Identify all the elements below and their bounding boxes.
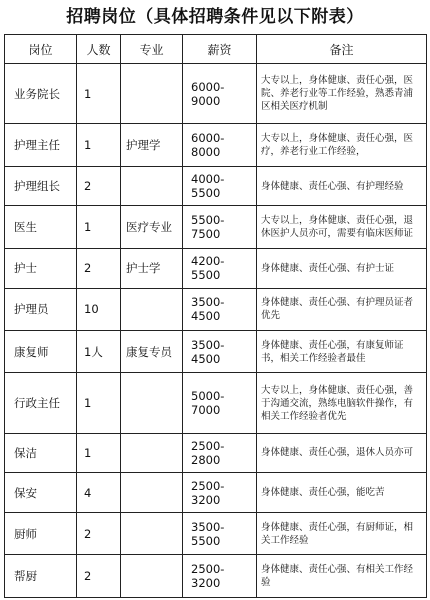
cell-count: 2 [77,555,121,598]
cell-notes: 身体健康、责任心强，有厨师证，相关工作经验 [257,513,427,555]
cell-major: 护理学 [121,124,183,166]
cell-salary: 6000-9000 [183,64,257,124]
cell-major [121,166,183,206]
cell-salary: 5000-7000 [183,373,257,433]
cell-major [121,433,183,473]
table-row [5,288,427,330]
table-row [5,373,427,433]
header-position: 岗位 [5,35,77,64]
cell-salary: 4000-5500 [183,166,257,206]
cell-position: 护理主任 [5,124,77,166]
cell-notes: 身体健康、责任心强、有相关工作经验 [257,555,427,598]
header-salary: 薪资 [183,35,257,64]
table-row [5,513,427,555]
cell-count: 1人 [77,330,121,372]
cell-notes: 大专以上，身体健康、责任心强，医院、养老行业等工作经验，熟悉青浦区相关医疗机制 [257,64,427,124]
cell-count: 1 [77,64,121,124]
cell-count: 2 [77,513,121,555]
cell-notes: 身体健康、责任心强、有护理经验 [257,166,427,206]
header-major: 专业 [121,35,183,64]
cell-notes: 身体健康、责任心强，退休人员亦可 [257,433,427,473]
cell-count: 1 [77,433,121,473]
page-title: 招聘岗位（具体招聘条件见以下附表） [66,7,364,27]
cell-major: 康复专员 [121,330,183,372]
cell-salary: 5500-7500 [183,206,257,248]
table-row [5,206,427,248]
cell-major [121,555,183,598]
table-row [5,64,427,124]
table-row [5,166,427,206]
table-row [5,248,427,288]
cell-major [121,473,183,513]
cell-salary: 4200-5500 [183,248,257,288]
table-row [5,124,427,166]
cell-salary: 3500-4500 [183,330,257,372]
header-notes: 备注 [257,35,427,64]
cell-position: 护理组长 [5,166,77,206]
cell-notes: 大专以上，身体健康、责任心强，医疗，养老行业工作经验， [257,124,427,166]
cell-major [121,64,183,124]
cell-position: 医生 [5,206,77,248]
table-row [5,473,427,513]
cell-position: 业务院长 [5,64,77,124]
cell-count: 1 [77,124,121,166]
cell-position: 行政主任 [5,373,77,433]
cell-position: 保洁 [5,433,77,473]
table-header-row [5,35,427,64]
cell-salary: 3500-4500 [183,288,257,330]
table-row [5,433,427,473]
cell-major: 护士学 [121,248,183,288]
cell-position: 护理员 [5,288,77,330]
cell-count: 2 [77,248,121,288]
cell-notes: 身体健康、责任心强、有护理员证者优先 [257,288,427,330]
cell-count: 2 [77,166,121,206]
cell-position: 康复师 [5,330,77,372]
cell-major [121,288,183,330]
cell-position: 厨师 [5,513,77,555]
cell-count: 10 [77,288,121,330]
cell-salary: 2500-3200 [183,555,257,598]
cell-count: 4 [77,473,121,513]
cell-notes: 身体健康、责任心强、有护士证 [257,248,427,288]
header-count: 人数 [77,35,121,64]
cell-notes: 大专以上，身体健康、责任心强，退休医护人员亦可，需要有临床医师证 [257,206,427,248]
cell-position: 护士 [5,248,77,288]
cell-salary: 2500-3200 [183,473,257,513]
cell-notes: 身体健康、责任心强，能吃苦 [257,473,427,513]
cell-notes: 大专以上，身体健康、责任心强，善于沟通交流，熟练电脑软件操作，有相关工作经验者优先 [257,373,427,433]
cell-salary: 3500-5500 [183,513,257,555]
cell-count: 1 [77,373,121,433]
cell-position: 帮厨 [5,555,77,598]
cell-major: 医疗专业 [121,206,183,248]
table-row [5,330,427,372]
cell-major [121,513,183,555]
cell-salary: 2500-2800 [183,433,257,473]
recruitment-table [4,34,427,598]
cell-major [121,373,183,433]
cell-salary: 6000-8000 [183,124,257,166]
table-row [5,555,427,598]
cell-count: 1 [77,206,121,248]
cell-notes: 身体健康、责任心强，有康复师证书，相关工作经验者最佳 [257,330,427,372]
cell-position: 保安 [5,473,77,513]
